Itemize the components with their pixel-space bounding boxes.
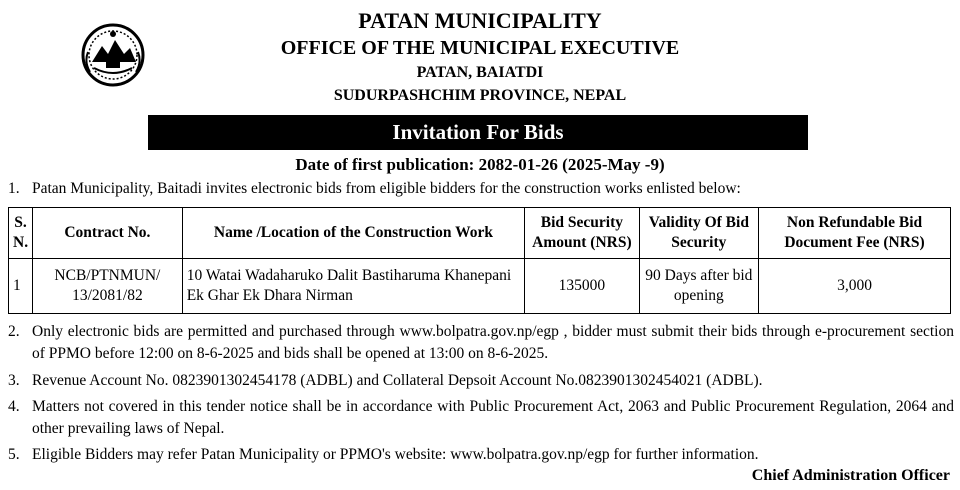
- col-header-security: Bid Security Amount (NRS): [525, 208, 639, 259]
- office-location: PATAN, BAIATDI: [416, 64, 544, 81]
- province-name: SUDURPASHCHIM PROVINCE, NEPAL: [333, 87, 627, 104]
- col-header-contract: Contract No.: [33, 208, 183, 259]
- notice-item-5: [8, 444, 954, 466]
- notice-item-1: [8, 178, 954, 200]
- cell-sn: 1: [9, 259, 33, 314]
- item-number: 2.: [8, 323, 20, 340]
- cell-work: 10 Watai Wadaharuko Dalit Bastiharuma Khanepani Ek Ghar Ek Dhara Nirman: [182, 259, 524, 314]
- item-number: 3.: [8, 372, 20, 389]
- col-header-sn: S. N.: [9, 208, 33, 259]
- cell-contract: NCB/PTNMUN/ 13/2081/82: [33, 259, 183, 314]
- item-text: Revenue Account No. 0823901302454178 (ADBL) and Collateral Depsoit Account No.0823901302454021 (ADBL).: [32, 372, 763, 389]
- col-header-fee: Non Refundable Bid Document Fee (NRS): [759, 208, 951, 259]
- org-name: PATAN MUNICIPALITY: [358, 8, 602, 33]
- notice-item-4: [8, 396, 954, 440]
- office-name: OFFICE OF THE MUNICIPAL EXECUTIVE: [280, 37, 680, 59]
- signatory-title: Chief Administration Officer: [751, 467, 950, 484]
- notice-title: Invitation For Bids: [392, 120, 564, 144]
- col-header-validity: Validity Of Bid Security: [639, 208, 758, 259]
- cell-fee: 3,000: [759, 259, 951, 314]
- cell-security: 135000: [525, 259, 639, 314]
- notice-title-banner: [148, 115, 808, 150]
- item-text: Only electronic bids are permitted and purchased through www.bolpatra.gov.np/egp , bidder must submit their bids through e-procurement section of PPMO before 12:00 on 8-6-2025 and bids shall be opened at 13:00 on 8-6-2025.: [32, 323, 954, 362]
- item-text: Patan Municipality, Baitadi invites electronic bids from eligible bidders for the construction works enlisted below:: [32, 180, 741, 197]
- item-text: Matters not covered in this tender notice shall be in accordance with Public Procurement Act, 2063 and Public Procurement Regulation, 2064 and other prevailing laws of Nepal.: [32, 398, 954, 437]
- item-number: 4.: [8, 398, 20, 415]
- item-number: 5.: [8, 446, 20, 463]
- cell-validity: 90 Days after bid opening: [639, 259, 758, 314]
- item-text: Eligible Bidders may refer Patan Municipality or PPMO's website: www.bolpatra.gov.np/egp for further information.: [32, 446, 759, 463]
- notice-item-3: [8, 370, 954, 392]
- item-number: 1.: [8, 180, 20, 197]
- table-header-row: [9, 208, 951, 259]
- bid-table: [8, 207, 951, 314]
- notice-item-2: [8, 321, 954, 365]
- table-row: [9, 259, 951, 314]
- col-header-work: Name /Location of the Construction Work: [182, 208, 524, 259]
- publication-date: Date of first publication: 2082-01-26 (2025-May -9): [295, 155, 665, 174]
